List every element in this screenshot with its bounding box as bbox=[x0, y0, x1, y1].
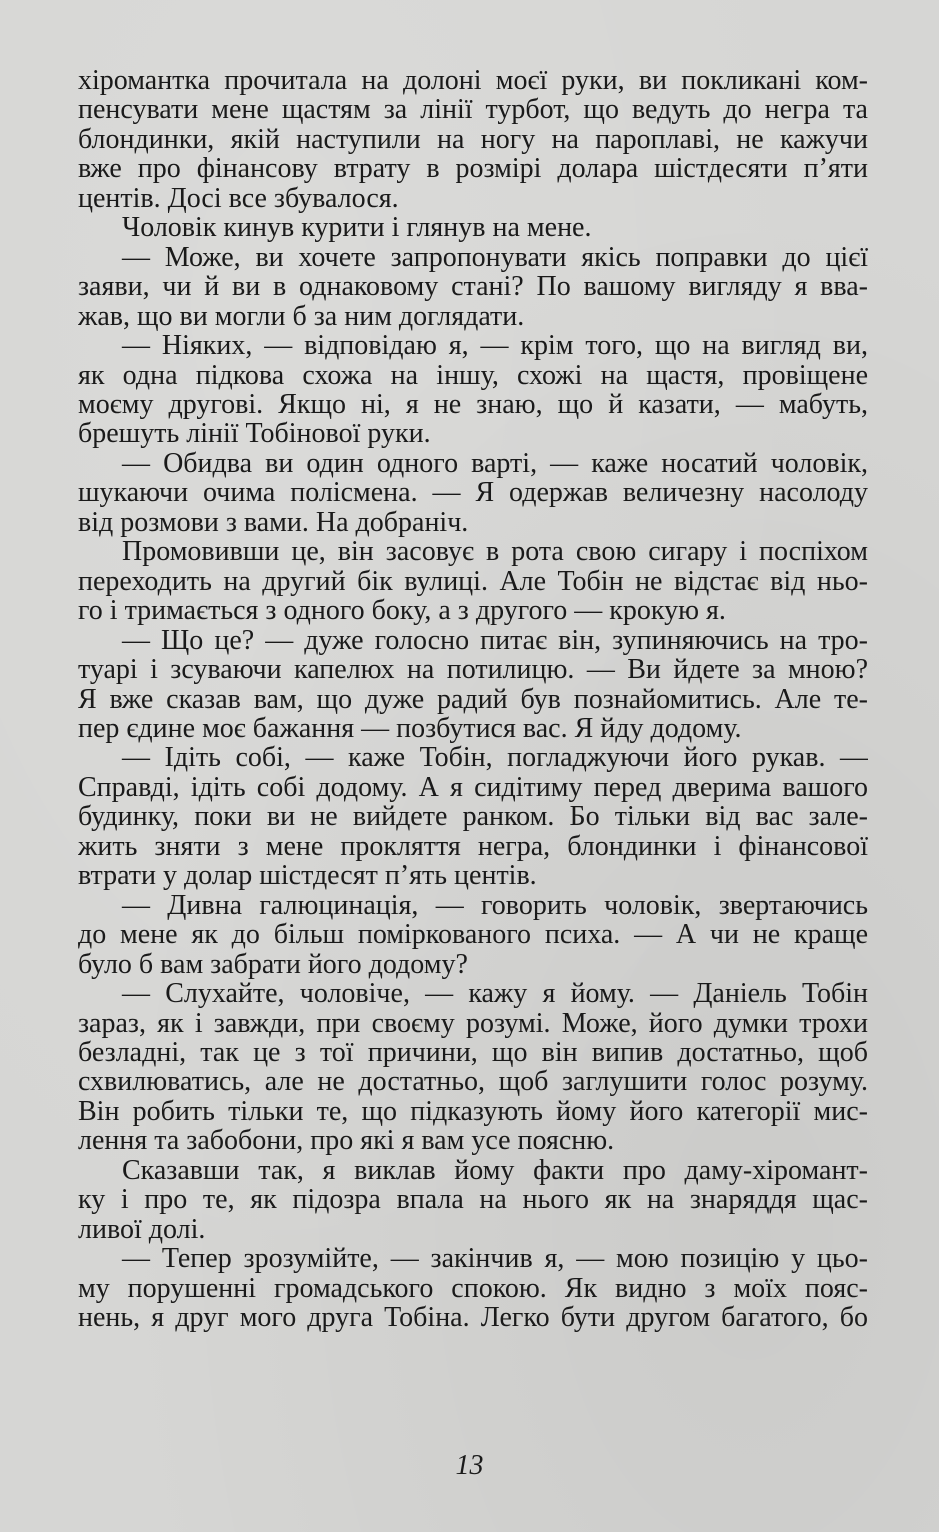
text-line: вже про фінансову втрату в розмірі долара шістдесяти п’яти bbox=[78, 154, 868, 184]
text-line: втрати у долар шістдесят п’ять центів. bbox=[78, 861, 537, 891]
text-line: від розмови з вами. На добраніч. bbox=[78, 507, 469, 538]
text-line: — Обидва ви один одного варті, — каже носатий чоловік, bbox=[122, 448, 868, 479]
text-line: Промовивши це, він засовує в рота свою сигару і поспіхом bbox=[122, 537, 868, 567]
text-line: — Тепер зрозумійте, — закінчив я, — мою позицію у цьо- bbox=[122, 1244, 868, 1274]
text-line: го і тримається з одного боку, а з другого — крокую я. bbox=[78, 596, 726, 626]
text-line: блондинки, якій наступили на ногу на пароплаві, не кажучи bbox=[78, 124, 868, 155]
text-line: лення та забобони, про які я вам усе поясню. bbox=[78, 1126, 615, 1156]
text-line: — Ідіть собі, — каже Тобін, погладжуючи його рукав. — bbox=[122, 743, 868, 773]
text-line: ливої долі. bbox=[78, 1214, 206, 1245]
page-number: 13 bbox=[455, 1450, 484, 1481]
text-line: — Дивна галюцинація, — говорить чоловік, звертаючись bbox=[122, 890, 868, 921]
text-line: Він робить тільки те, що підказують йому його категорії мис- bbox=[78, 1096, 868, 1127]
text-line: Справді, ідіть собі додому. А я сидітиму перед дверима вашого bbox=[78, 772, 868, 803]
text-line: туарі і зсуваючи капелюх на потилицю. — Ви йдете за мною? bbox=[78, 655, 868, 685]
text-line: нень, я друг мого друга Тобіна. Легко бути другом багатого, бо bbox=[78, 1303, 868, 1333]
text-line: пер єдине моє бажання — позбутися вас. Я йду додому. bbox=[78, 713, 742, 744]
body-text bbox=[78, 66, 868, 1332]
text-line: безладні, так це з тої причини, що він випив достатньо, щоб bbox=[78, 1037, 868, 1068]
text-line: переходить на другий бік вулиці. Але Тобін не відстає від ньо- bbox=[78, 566, 868, 597]
text-line: як одна підкова схожа на іншу, схожі на щастя, провіщене bbox=[78, 360, 868, 390]
text-line: пенсувати мене щастям за лінії турбот, що ведуть до негра та bbox=[78, 95, 868, 125]
text-line: було б вам забрати його додому? bbox=[78, 949, 468, 980]
text-line: — Ніяких, — відповідаю я, — крім того, що на вигляд ви, bbox=[122, 331, 868, 361]
text-line: брешуть лінії Тобінової руки. bbox=[78, 419, 431, 449]
text-line: шукаючи очима полісмена. — Я одержав величезну насолоду bbox=[78, 478, 868, 508]
text-line: ку і про те, як підозра впала на нього як на знаряддя щас- bbox=[78, 1185, 868, 1215]
text-line: — Слухайте, чоловіче, — кажу я йому. — Даніель Тобін bbox=[122, 979, 868, 1009]
text-line: жав, що ви могли б за ним доглядати. bbox=[78, 301, 525, 332]
text-line: — Що це? — дуже голосно питає він, зупиняючись на тро- bbox=[122, 625, 868, 656]
text-line: Чоловік кинув курити і глянув на мене. bbox=[122, 213, 592, 243]
text-line: Сказавши так, я виклав йому факти про даму-хіромант- bbox=[122, 1155, 868, 1186]
text-line: центів. Досі все збувалося. bbox=[78, 183, 399, 214]
text-line: до мене як до більш поміркованого психа. — А чи не краще bbox=[78, 920, 868, 950]
text-line: заяви, чи й ви в однаковому стані? По вашому вигляду я вва- bbox=[78, 272, 868, 302]
text-line: моєму другові. Якщо ні, я не знаю, що й казати, — мабуть, bbox=[78, 389, 868, 420]
text-line: жить зняти з мене прокляття негра, блондинки і фінансової bbox=[78, 831, 868, 862]
text-line: схвилюватись, але не достатньо, щоб заглушити голос розуму. bbox=[78, 1067, 868, 1097]
text-line: му порушенні громадського спокою. Як видно з моїх пояс- bbox=[78, 1273, 868, 1304]
text-line: будинку, поки ви не вийдете ранком. Бо тільки від вас зале- bbox=[78, 802, 868, 832]
text-line: Я вже сказав вам, що дуже радий був познайомитись. Але те- bbox=[78, 684, 868, 714]
text-line: хіромантка прочитала на долоні моєї руки, ви покликані ком- bbox=[78, 66, 868, 96]
text-line: — Може, ви хочете запропонувати якісь поправки до цієї bbox=[122, 242, 868, 273]
text-line: зараз, як і завжди, при своєму розумі. Може, його думки трохи bbox=[78, 1008, 868, 1038]
